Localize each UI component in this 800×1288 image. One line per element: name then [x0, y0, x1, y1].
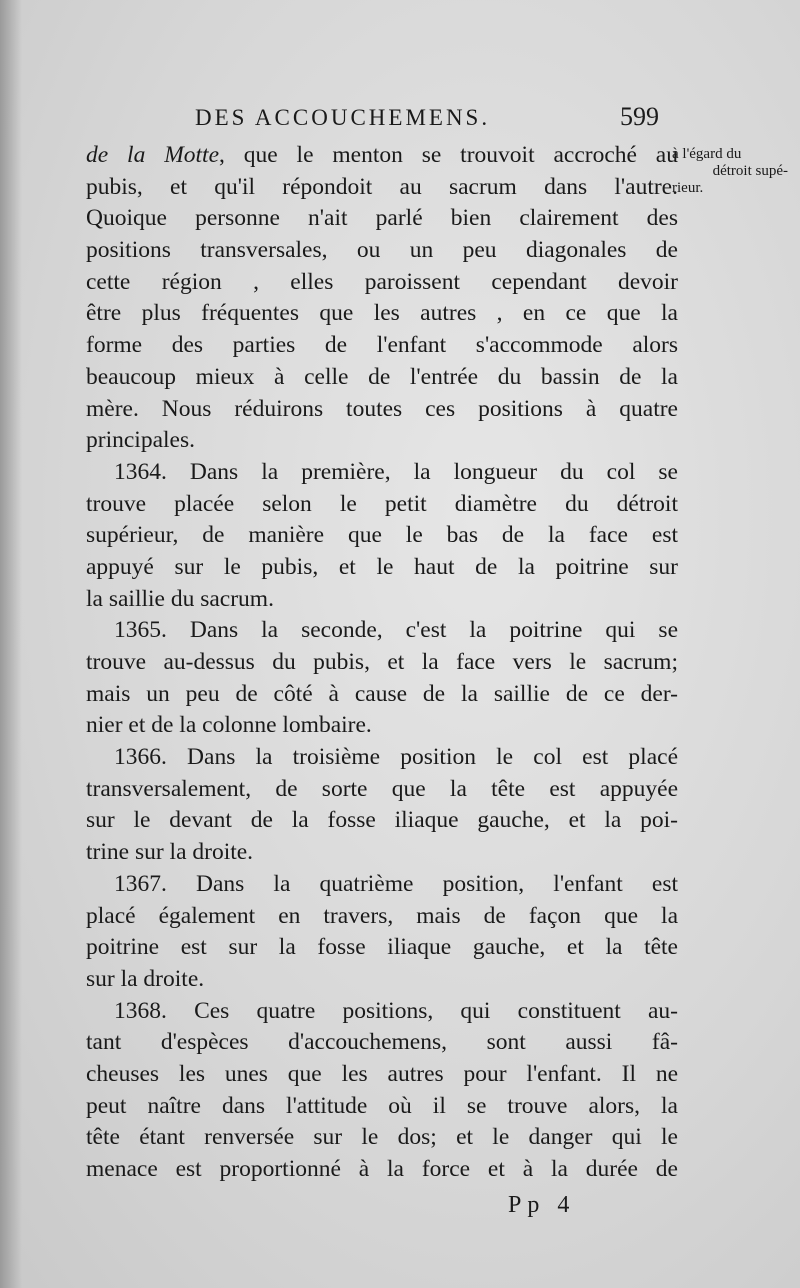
- text-line: supérieur, de manière que le bas de la face est: [86, 522, 678, 549]
- text-line: cette région , elles paroissent cependant devoir: [86, 268, 678, 295]
- text-line: appuyé sur le pubis, et le haut de la poitrine sur: [86, 553, 678, 580]
- text-line: peut naître dans l'attitude où il se trouve alors, la: [86, 1092, 678, 1119]
- running-head: DES ACCOUCHEMENS.: [195, 105, 491, 130]
- paragraph-1366: 1366. Dans la troisième position le col est placé: [114, 744, 678, 771]
- margin-note: [672, 146, 794, 197]
- paragraph-1364: 1364. Dans la première, la longueur du col se: [114, 458, 678, 485]
- page-number: 599: [620, 102, 659, 131]
- text-line: placé également en travers, mais de façon que la: [86, 902, 678, 929]
- signature-mark: Pp 4: [508, 1192, 576, 1218]
- text-line: nier et de la colonne lombaire.: [86, 712, 372, 739]
- text-line: cheuses les unes que les autres pour l'enfant. Il ne: [86, 1060, 678, 1087]
- text-line: poitrine est sur la fosse iliaque gauche, et la tête: [86, 934, 678, 961]
- margin-note-line: à l'égard du: [672, 146, 742, 162]
- paragraph-1365: 1365. Dans la seconde, c'est la poitrine qui se: [114, 617, 678, 644]
- text-line-rest: , que le menton se trouvoit accroché au: [219, 142, 678, 168]
- paragraph-1367: 1367. Dans la quatrième position, l'enfant est: [114, 870, 678, 897]
- italic-name: de la Motte: [86, 142, 220, 168]
- margin-note-line: rieur.: [672, 180, 704, 196]
- text-line: forme des parties de l'enfant s'accommode alors: [86, 332, 678, 359]
- text-line: transversalement, de sorte que la tête est appuyée: [86, 775, 678, 802]
- text-line: [86, 140, 678, 172]
- text-line: pubis, et qu'il répondoit au sacrum dans l'autre.: [86, 173, 678, 200]
- text-line: beaucoup mieux à celle de l'entrée du bassin de la: [86, 363, 678, 390]
- text-line: principales.: [86, 427, 195, 454]
- text-line: la saillie du sacrum.: [86, 585, 274, 612]
- body-text: [86, 140, 678, 1186]
- paragraph-1368: 1368. Ces quatre positions, qui constituent au-: [114, 997, 678, 1024]
- gutter-shadow: [0, 0, 22, 1288]
- text-line: sur le devant de la fosse iliaque gauche, et la poi-: [86, 807, 678, 834]
- text-line: positions transversales, ou un peu diagonales de: [86, 237, 678, 264]
- text-line: être plus fréquentes que les autres , en ce que la: [86, 300, 678, 327]
- margin-note-line: détroit supé-: [712, 163, 788, 179]
- text-line: mais un peu de côté à cause de la saillie de ce der-: [86, 680, 678, 707]
- text-line: menace est proportionné à la force et à la durée de: [86, 1156, 678, 1182]
- text-line: sur la droite.: [86, 965, 205, 992]
- text-line: mère. Nous réduirons toutes ces positions à quatre: [86, 395, 678, 422]
- text-line: tant d'espèces d'accouchemens, sont aussi fâ-: [86, 1029, 678, 1056]
- text-line: tête étant renversée sur le dos; et le danger qui le: [86, 1124, 678, 1151]
- text-line: trouve placée selon le petit diamètre du détroit: [86, 490, 678, 517]
- text-line: trouve au-dessus du pubis, et la face vers le sacrum;: [86, 649, 678, 675]
- text-line: trine sur la droite.: [86, 839, 254, 866]
- text-line: Quoique personne n'ait parlé bien clairement des: [86, 205, 678, 232]
